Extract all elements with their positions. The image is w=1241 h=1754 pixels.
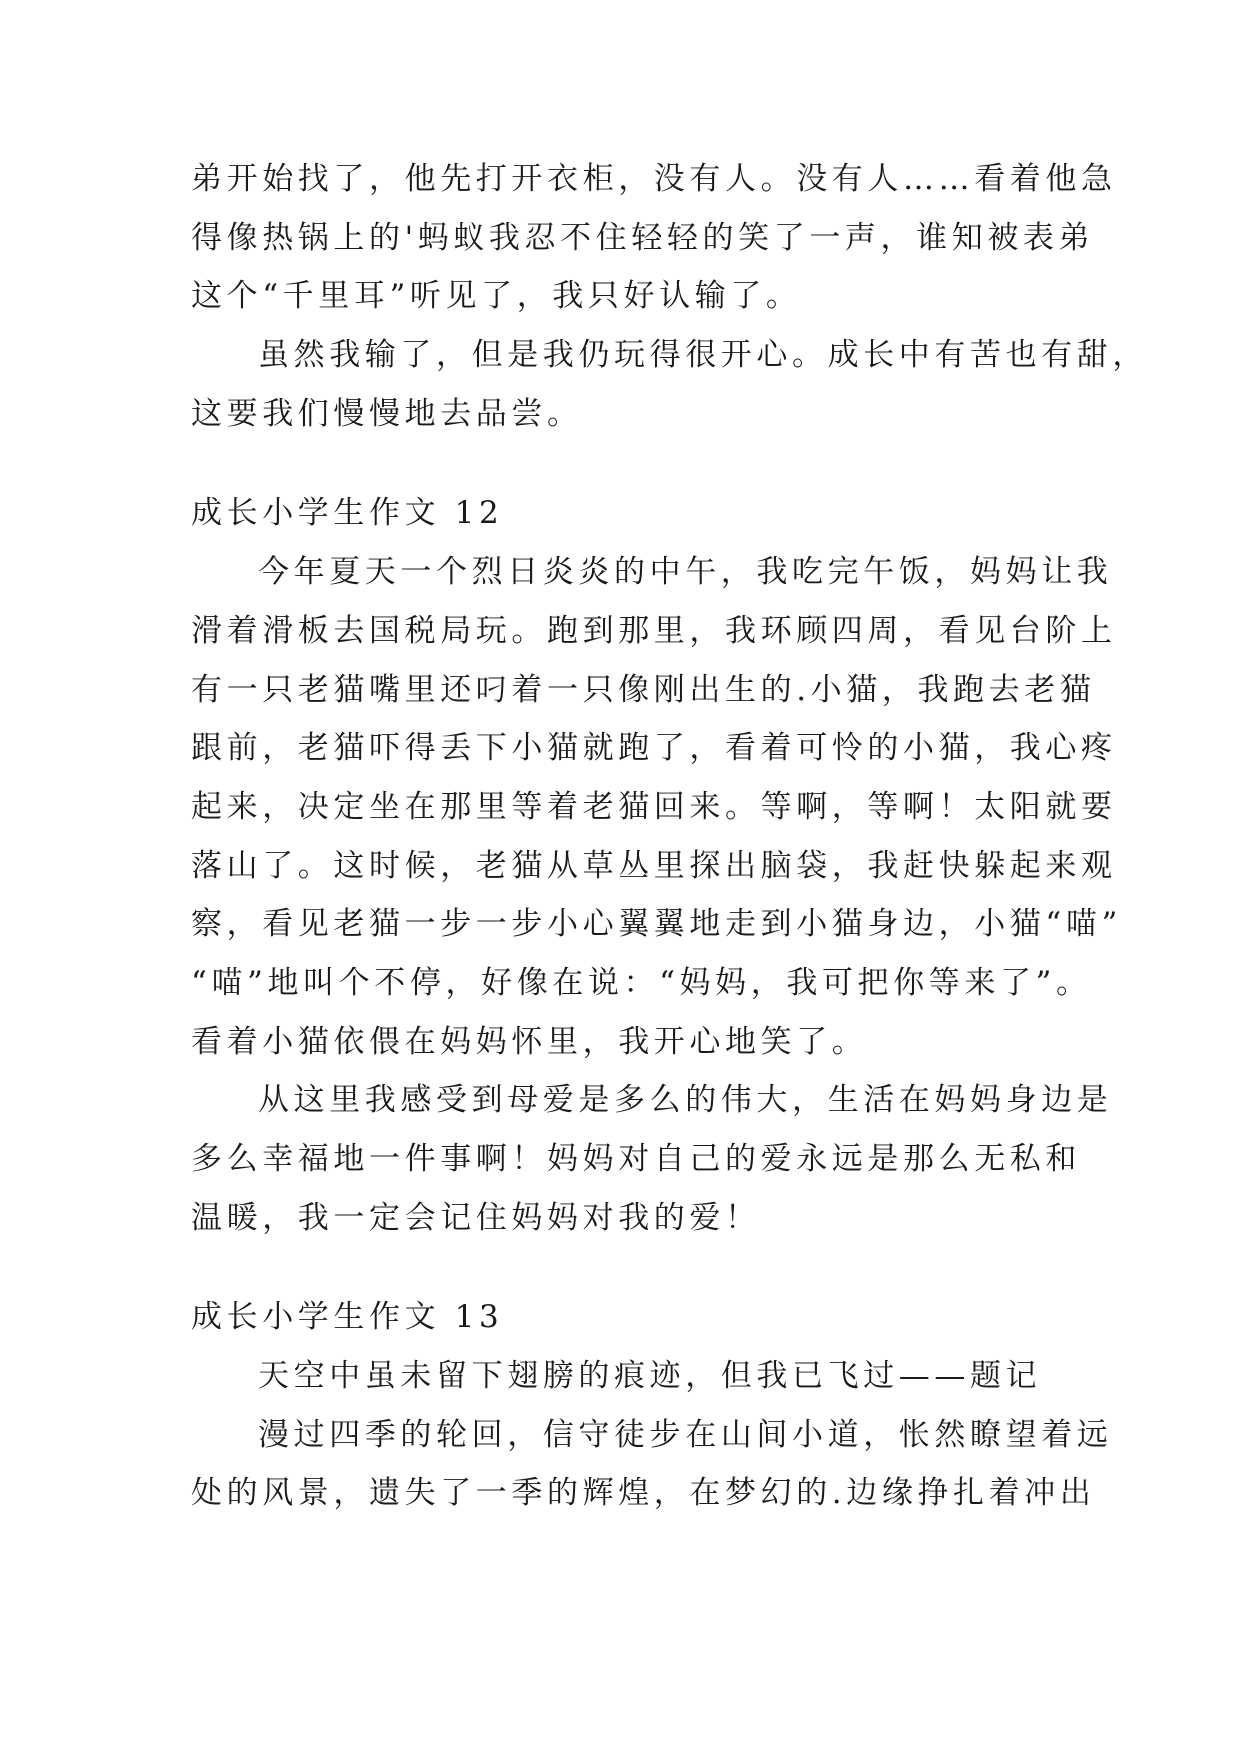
text-line: 温暖，我一定会记住妈妈对我的爱！ bbox=[191, 1199, 761, 1236]
text-line: 跟前，老猫吓得丢下小猫就跑了，看着可怜的小猫，我心疼 bbox=[191, 730, 1117, 767]
text-line: 这要我们慢慢地去品尝。 bbox=[191, 395, 583, 432]
text-line: 看着小猫依偎在妈妈怀里，我开心地笑了。 bbox=[191, 1023, 868, 1060]
essay-heading-12: 成长小学生作文 12 bbox=[191, 495, 504, 532]
text-line: “喵”地叫个不停，好像在说：“妈妈，我可把你等来了”。 bbox=[191, 964, 1092, 1001]
text-line: 察，看见老猫一步一步小心翼翼地走到小猫身边，小猫“喵” bbox=[191, 906, 1122, 943]
text-line: 虽然我输了，但是我仍玩得很开心。成长中有苦也有甜， bbox=[258, 337, 1148, 374]
paragraph bbox=[191, 543, 1122, 1071]
text-line: 落山了。这时候，老猫从草丛里探出脑袋，我赶快躲起来观 bbox=[191, 847, 1117, 884]
paragraph bbox=[191, 1406, 1113, 1523]
paragraph bbox=[191, 326, 1148, 443]
text-line: 起来，决定坐在那里等着老猫回来。等啊，等啊！太阳就要 bbox=[191, 788, 1117, 825]
text-line: 多么幸福地一件事啊！妈妈对自己的爱永远是那么无私和 bbox=[191, 1141, 1081, 1177]
text-line: 今年夏天一个烈日炎炎的中午，我吃完午饭，妈妈让我 bbox=[258, 554, 1113, 591]
text-line: 处的风景，遗失了一季的辉煌，在梦幻的.边缘挣扎着冲出 bbox=[191, 1475, 1096, 1512]
text-line: 漫过四季的轮回，信守徒步在山间小道，怅然瞭望着远 bbox=[258, 1416, 1113, 1453]
text-line: 这个“千里耳”听见了，我只好认输了。 bbox=[191, 278, 802, 315]
text-line: 有一只老猫嘴里还叼着一只像刚出生的.小猫，我跑去老猫 bbox=[191, 671, 1096, 708]
text-line: 滑着滑板去国税局玩。跑到那里，我环顾四周，看见台阶上 bbox=[191, 612, 1117, 649]
text-line: 天空中虽未留下翅膀的痕迹，但我已飞过——题记 bbox=[258, 1358, 1042, 1395]
text-line: 弟开始找了，他先打开衣柜，没有人。没有人……看着他急 bbox=[191, 161, 1117, 197]
document-page bbox=[191, 150, 1148, 1523]
paragraph bbox=[191, 1071, 1113, 1247]
epigraph bbox=[191, 1347, 1061, 1406]
text-line: 得像热锅上的'蚂蚁我忍不住轻轻的笑了一声，谁知被表弟 bbox=[191, 219, 1095, 256]
essay-heading-13: 成长小学生作文 13 bbox=[191, 1299, 504, 1336]
paragraph-continuation bbox=[191, 150, 1117, 326]
text-line: 从这里我感受到母爱是多么的伟大，生活在妈妈身边是 bbox=[258, 1082, 1113, 1119]
